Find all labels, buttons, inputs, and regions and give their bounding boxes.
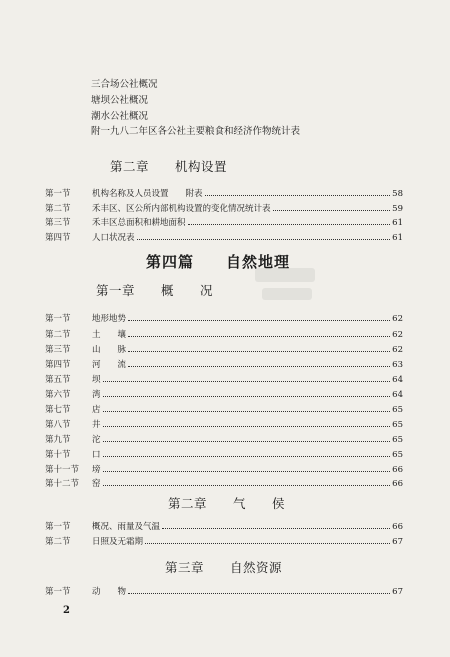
section-title: 河 流 <box>92 360 127 370</box>
section-title: 土 壤 <box>92 330 127 340</box>
section-title: 机构名称及人员设置 附表 <box>92 189 203 199</box>
section-number: 第三节 <box>45 345 71 355</box>
section-title: 地形地势 <box>92 314 127 324</box>
section-number: 第二节 <box>45 537 71 547</box>
page-ref: 66 <box>392 465 403 475</box>
toc-entry[interactable] <box>45 463 403 475</box>
leader-dots <box>145 542 390 544</box>
toc-entry[interactable] <box>45 373 403 385</box>
page-ref: 62 <box>392 314 403 324</box>
page-ref: 62 <box>392 345 403 355</box>
toc-entry[interactable] <box>45 187 403 199</box>
section-title: 概况、雨量及气温 <box>92 522 161 532</box>
leader-dots <box>128 319 390 321</box>
section-title: 井 <box>92 420 101 430</box>
leader-dots <box>188 223 391 225</box>
leader-dots <box>137 238 391 240</box>
section-number: 第一节 <box>45 522 71 532</box>
toc-entry[interactable] <box>45 448 403 460</box>
page-ref: 64 <box>392 375 403 385</box>
leader-dots <box>128 365 390 367</box>
page-ref: 61 <box>392 218 403 228</box>
section-number: 第九节 <box>45 435 71 445</box>
section-number: 第三节 <box>45 218 71 228</box>
toc-entry[interactable] <box>45 312 403 324</box>
section-number: 第四节 <box>45 360 71 370</box>
toc-entry[interactable] <box>45 343 403 355</box>
section-number: 第八节 <box>45 420 71 430</box>
leader-dots <box>128 592 390 594</box>
leader-dots <box>205 194 391 196</box>
page-ref: 61 <box>392 233 403 243</box>
section-title: 山 脉 <box>92 345 127 355</box>
section-title: 禾丰区总面积和耕地面积 <box>92 218 186 228</box>
intro-item: 潮水公社概况 <box>91 111 149 122</box>
section-title: 口 <box>92 450 101 460</box>
section-number: 第二节 <box>45 330 71 340</box>
page-ref: 65 <box>392 450 403 460</box>
intro-item: 三合场公社概况 <box>91 79 158 90</box>
leader-dots <box>103 455 391 457</box>
page-ref: 65 <box>392 435 403 445</box>
page-ref: 66 <box>392 522 403 532</box>
page-ref: 67 <box>392 587 403 597</box>
section-number: 第七节 <box>45 405 71 415</box>
page-ref: 67 <box>392 537 403 547</box>
page-ref: 65 <box>392 405 403 415</box>
toc-entry[interactable] <box>45 477 403 489</box>
section-title: 沱 <box>92 435 101 445</box>
chapter-heading: 第三章 自然资源 <box>165 560 283 575</box>
leader-dots <box>162 527 390 529</box>
section-number: 第五节 <box>45 375 71 385</box>
leader-dots <box>103 484 391 486</box>
leader-dots <box>128 335 390 337</box>
page-ref: 59 <box>392 204 403 214</box>
section-number: 第四节 <box>45 233 71 243</box>
toc-entry[interactable] <box>45 202 403 214</box>
toc-entry[interactable] <box>45 585 403 597</box>
intro-item: 塘坝公社概况 <box>91 95 149 106</box>
toc-entry[interactable] <box>45 388 403 400</box>
section-number: 第十一节 <box>45 465 80 475</box>
page-ref: 62 <box>392 330 403 340</box>
leader-dots <box>128 350 390 352</box>
chapter-heading: 第二章 气 侯 <box>168 496 286 511</box>
section-title: 塝 <box>92 465 101 475</box>
leader-dots <box>103 470 391 472</box>
section-title: 日照及无霜期 <box>92 537 144 547</box>
page-ref: 58 <box>392 189 403 199</box>
chapter-heading: 第一章 概 况 <box>96 283 214 298</box>
toc-entry[interactable] <box>45 433 403 445</box>
section-title: 店 <box>92 405 101 415</box>
page-ref: 65 <box>392 420 403 430</box>
toc-entry[interactable] <box>45 328 403 340</box>
section-title: 湾 <box>92 390 101 400</box>
section-title: 禾丰区、区公所内部机构设置的变化情况统计表 <box>92 204 271 214</box>
section-number: 第一节 <box>45 189 71 199</box>
intro-item: 附一九八二年区各公社主要粮食和经济作物统计表 <box>91 126 301 137</box>
section-title: 窑 <box>92 479 101 489</box>
toc-entry[interactable] <box>45 520 403 532</box>
leader-dots <box>103 395 391 397</box>
leader-dots <box>103 380 391 382</box>
section-number: 第二节 <box>45 204 71 214</box>
leader-dots <box>103 425 391 427</box>
toc-entry[interactable] <box>45 231 403 243</box>
section-number: 第十二节 <box>45 479 80 489</box>
section-number: 第一节 <box>45 587 71 597</box>
toc-entry[interactable] <box>45 358 403 370</box>
toc-entry[interactable] <box>45 418 403 430</box>
leader-dots <box>103 440 391 442</box>
section-number: 第六节 <box>45 390 71 400</box>
print-smudge <box>262 288 312 300</box>
leader-dots <box>273 209 391 211</box>
section-number: 第一节 <box>45 314 71 324</box>
page-ref: 63 <box>392 360 403 370</box>
leader-dots <box>103 410 391 412</box>
section-title: 动 物 <box>92 587 127 597</box>
toc-entry[interactable] <box>45 216 403 228</box>
section-number: 第十节 <box>45 450 71 460</box>
toc-entry[interactable] <box>45 403 403 415</box>
chapter-heading: 第二章 机构设置 <box>110 159 228 174</box>
part-heading: 第四篇 自然地理 <box>146 253 291 271</box>
section-title: 坝 <box>92 375 101 385</box>
page-ref: 66 <box>392 479 403 489</box>
page-number: 2 <box>63 605 70 616</box>
page-ref: 64 <box>392 390 403 400</box>
toc-entry[interactable] <box>45 535 403 547</box>
section-title: 人口状况表 <box>92 233 135 243</box>
